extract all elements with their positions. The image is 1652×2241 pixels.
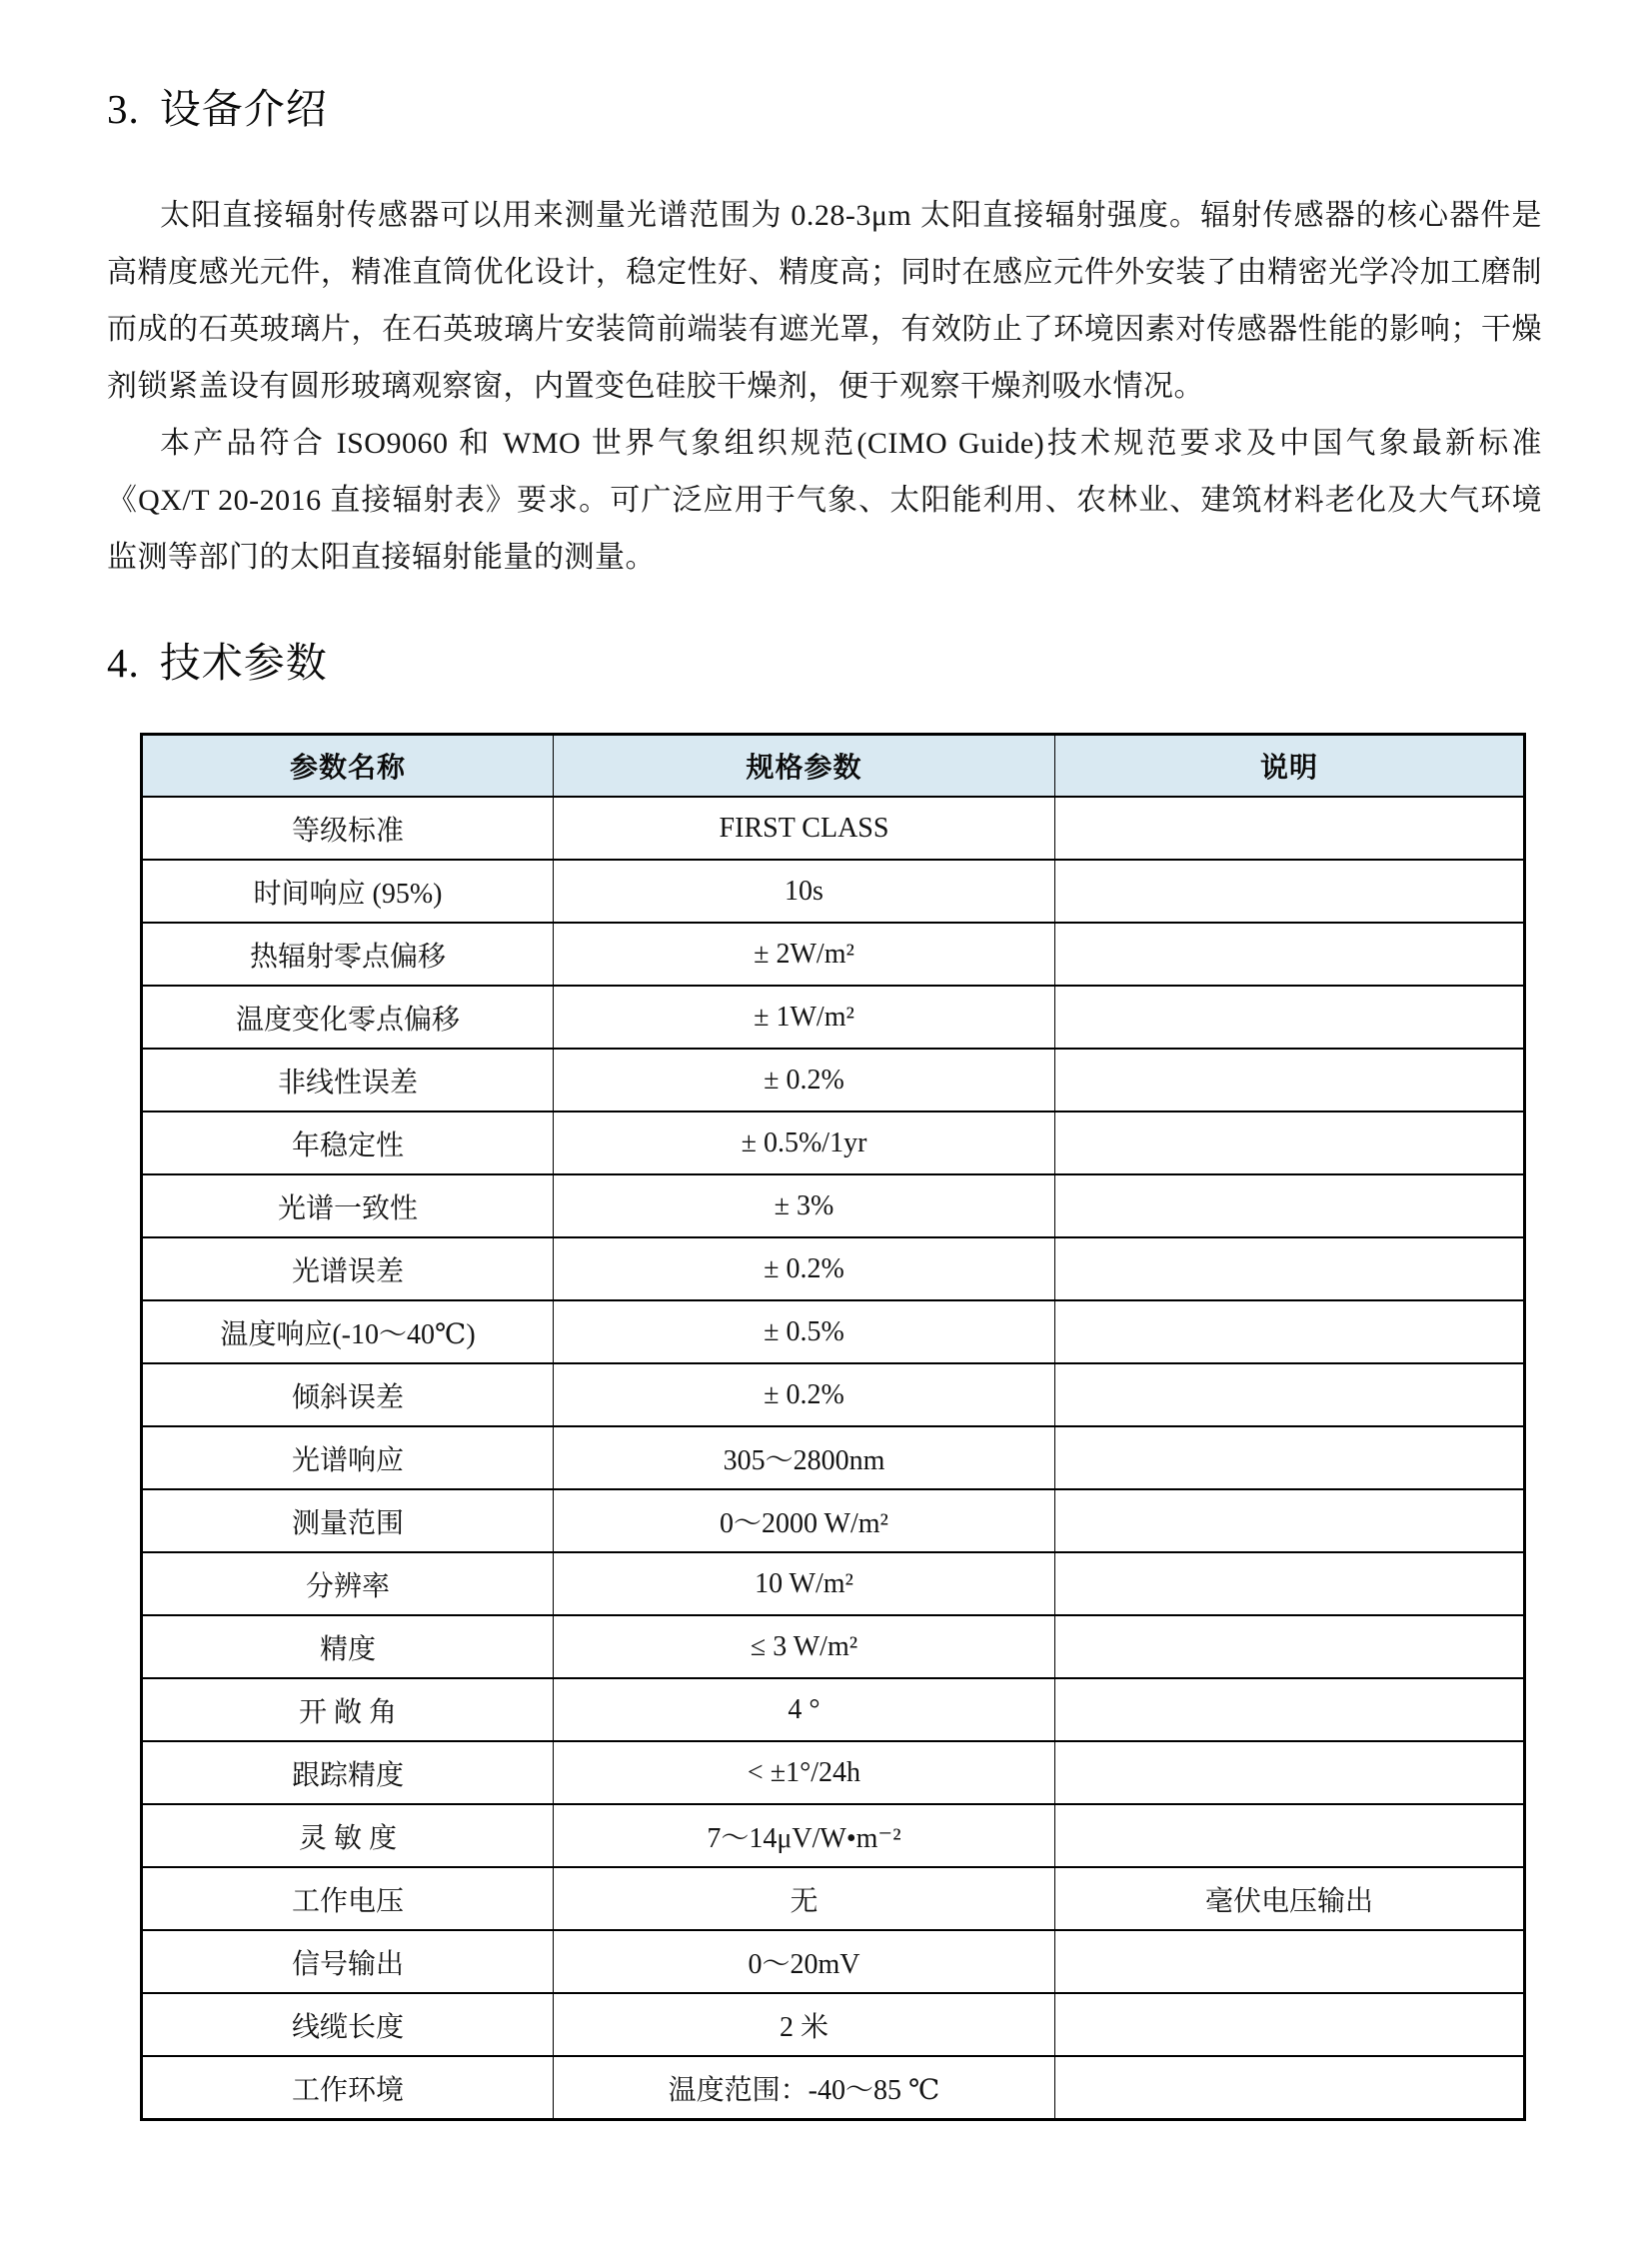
- spec-value-cell: < ±1°/24h: [554, 1741, 1055, 1804]
- note-cell: [1055, 1237, 1525, 1300]
- section-3-number: 3.: [107, 86, 140, 132]
- note-cell: [1055, 1489, 1525, 1552]
- note-cell: [1055, 797, 1525, 860]
- section-4-heading: [107, 640, 1542, 687]
- param-name-cell: 温度变化零点偏移: [142, 986, 554, 1049]
- spec-value-cell: 4 °: [554, 1678, 1055, 1741]
- spec-table-body: [142, 797, 1525, 2120]
- note-cell: [1055, 1363, 1525, 1426]
- note-cell: [1055, 1300, 1525, 1363]
- table-row: [142, 1363, 1525, 1426]
- param-name-cell: 热辐射零点偏移: [142, 923, 554, 986]
- table-row: [142, 1930, 1525, 1993]
- table-row: [142, 1993, 1525, 2056]
- spec-table: [140, 733, 1526, 2121]
- table-row: [142, 1867, 1525, 1930]
- table-row: [142, 1174, 1525, 1237]
- spec-value-cell: 10s: [554, 860, 1055, 923]
- spec-value-cell: FIRST CLASS: [554, 797, 1055, 860]
- note-cell: [1055, 1426, 1525, 1489]
- note-cell: [1055, 1174, 1525, 1237]
- param-name-cell: 测量范围: [142, 1489, 554, 1552]
- spec-value-cell: 10 W/m²: [554, 1552, 1055, 1615]
- note-cell: [1055, 1112, 1525, 1174]
- param-name-cell: 年稳定性: [142, 1112, 554, 1174]
- spec-value-cell: ± 0.2%: [554, 1049, 1055, 1112]
- table-row: [142, 1678, 1525, 1741]
- spec-value-cell: 305～2800nm: [554, 1426, 1055, 1489]
- table-row: [142, 1615, 1525, 1678]
- table-row: [142, 1112, 1525, 1174]
- spec-value-cell: 2 米: [554, 1993, 1055, 2056]
- param-name-cell: 光谱响应: [142, 1426, 554, 1489]
- section-3-title: 设备介绍: [159, 86, 328, 132]
- spec-value-cell: 0～20mV: [554, 1930, 1055, 1993]
- note-cell: [1055, 1804, 1525, 1867]
- table-row: [142, 986, 1525, 1049]
- param-name-cell: 倾斜误差: [142, 1363, 554, 1426]
- spec-value-cell: ± 0.2%: [554, 1237, 1055, 1300]
- spec-value-cell: ± 1W/m²: [554, 986, 1055, 1049]
- param-name-cell: 时间响应 (95%): [142, 860, 554, 923]
- note-cell: [1055, 1930, 1525, 1993]
- table-header-row: [142, 735, 1525, 798]
- spec-value-cell: 无: [554, 1867, 1055, 1930]
- section-4-title: 技术参数: [159, 640, 328, 687]
- param-name-cell: 跟踪精度: [142, 1741, 554, 1804]
- table-row: [142, 1804, 1525, 1867]
- table-row: [142, 923, 1525, 986]
- table-row: [142, 1741, 1525, 1804]
- param-name-cell: 灵 敏 度: [142, 1804, 554, 1867]
- table-row: [142, 860, 1525, 923]
- note-cell: 毫伏电压输出: [1055, 1867, 1525, 1930]
- table-row: [142, 1489, 1525, 1552]
- spec-value-cell: ± 0.2%: [554, 1363, 1055, 1426]
- spec-value-header: 规格参数: [554, 735, 1055, 798]
- param-name-cell: 线缆长度: [142, 1993, 554, 2056]
- param-name-cell: 温度响应(-10～40℃): [142, 1300, 554, 1363]
- intro-paragraph-1: 太阳直接辐射传感器可以用来测量光谱范围为 0.28-3μm 太阳直接辐射强度。辐射传感器的核心器件是高精度感光元件，精准直筒优化设计，稳定性好、精度高；同时在感应元件外安装了由精密光学冷加工磨制而成的石英玻璃片，在石英玻璃片安装筒前端装有遮光罩，有效防止了环境因素对传感器性能的影响；干燥剂锁紧盖设有圆形玻璃观察窗，内置变色硅胶干燥剂，便于观察干燥剂吸水情况。: [107, 199, 1542, 404]
- section-tech-params: [107, 640, 1542, 2121]
- param-name-cell: 信号输出: [142, 1930, 554, 1993]
- note-cell: [1055, 1615, 1525, 1678]
- note-cell: [1055, 1678, 1525, 1741]
- table-row: [142, 2056, 1525, 2120]
- spec-value-cell: ± 0.5%/1yr: [554, 1112, 1055, 1174]
- intro-paragraph-2: 本产品符合 ISO9060 和 WMO 世界气象组织规范(CIMO Guide)技术规范要求及中国气象最新标准《QX/T 20-2016 直接辐射表》要求。可广泛应用于气象、太阳能利用、农林业、建筑材料老化及大气环境监测等部门的太阳直接辐射能量的测量。: [107, 427, 1542, 575]
- param-name-header: 参数名称: [142, 735, 554, 798]
- param-name-cell: 工作环境: [142, 2056, 554, 2120]
- spec-value-cell: 温度范围：-40～85 ℃: [554, 2056, 1055, 2120]
- note-cell: [1055, 1741, 1525, 1804]
- spec-value-cell: 0～2000 W/m²: [554, 1489, 1055, 1552]
- param-name-cell: 分辨率: [142, 1552, 554, 1615]
- param-name-cell: 开 敞 角: [142, 1678, 554, 1741]
- table-row: [142, 1300, 1525, 1363]
- table-row: [142, 1426, 1525, 1489]
- spec-value-cell: ± 0.5%: [554, 1300, 1055, 1363]
- table-row: [142, 1049, 1525, 1112]
- table-row: [142, 1552, 1525, 1615]
- note-cell: [1055, 1049, 1525, 1112]
- param-name-cell: 等级标准: [142, 797, 554, 860]
- spec-value-cell: ≤ 3 W/m²: [554, 1615, 1055, 1678]
- section-3-heading: [107, 86, 1542, 133]
- note-cell: [1055, 1993, 1525, 2056]
- note-cell: [1055, 2056, 1525, 2120]
- section-device-intro: [107, 86, 1542, 586]
- spec-value-cell: 7～14μV/W•m⁻²: [554, 1804, 1055, 1867]
- param-name-cell: 非线性误差: [142, 1049, 554, 1112]
- note-cell: [1055, 860, 1525, 923]
- note-header: 说明: [1055, 735, 1525, 798]
- note-cell: [1055, 923, 1525, 986]
- param-name-cell: 工作电压: [142, 1867, 554, 1930]
- param-name-cell: 光谱误差: [142, 1237, 554, 1300]
- table-row: [142, 797, 1525, 860]
- param-name-cell: 精度: [142, 1615, 554, 1678]
- section-4-number: 4.: [107, 640, 140, 687]
- note-cell: [1055, 1552, 1525, 1615]
- table-row: [142, 1237, 1525, 1300]
- param-name-cell: 光谱一致性: [142, 1174, 554, 1237]
- spec-value-cell: ± 2W/m²: [554, 923, 1055, 986]
- spec-value-cell: ± 3%: [554, 1174, 1055, 1237]
- note-cell: [1055, 986, 1525, 1049]
